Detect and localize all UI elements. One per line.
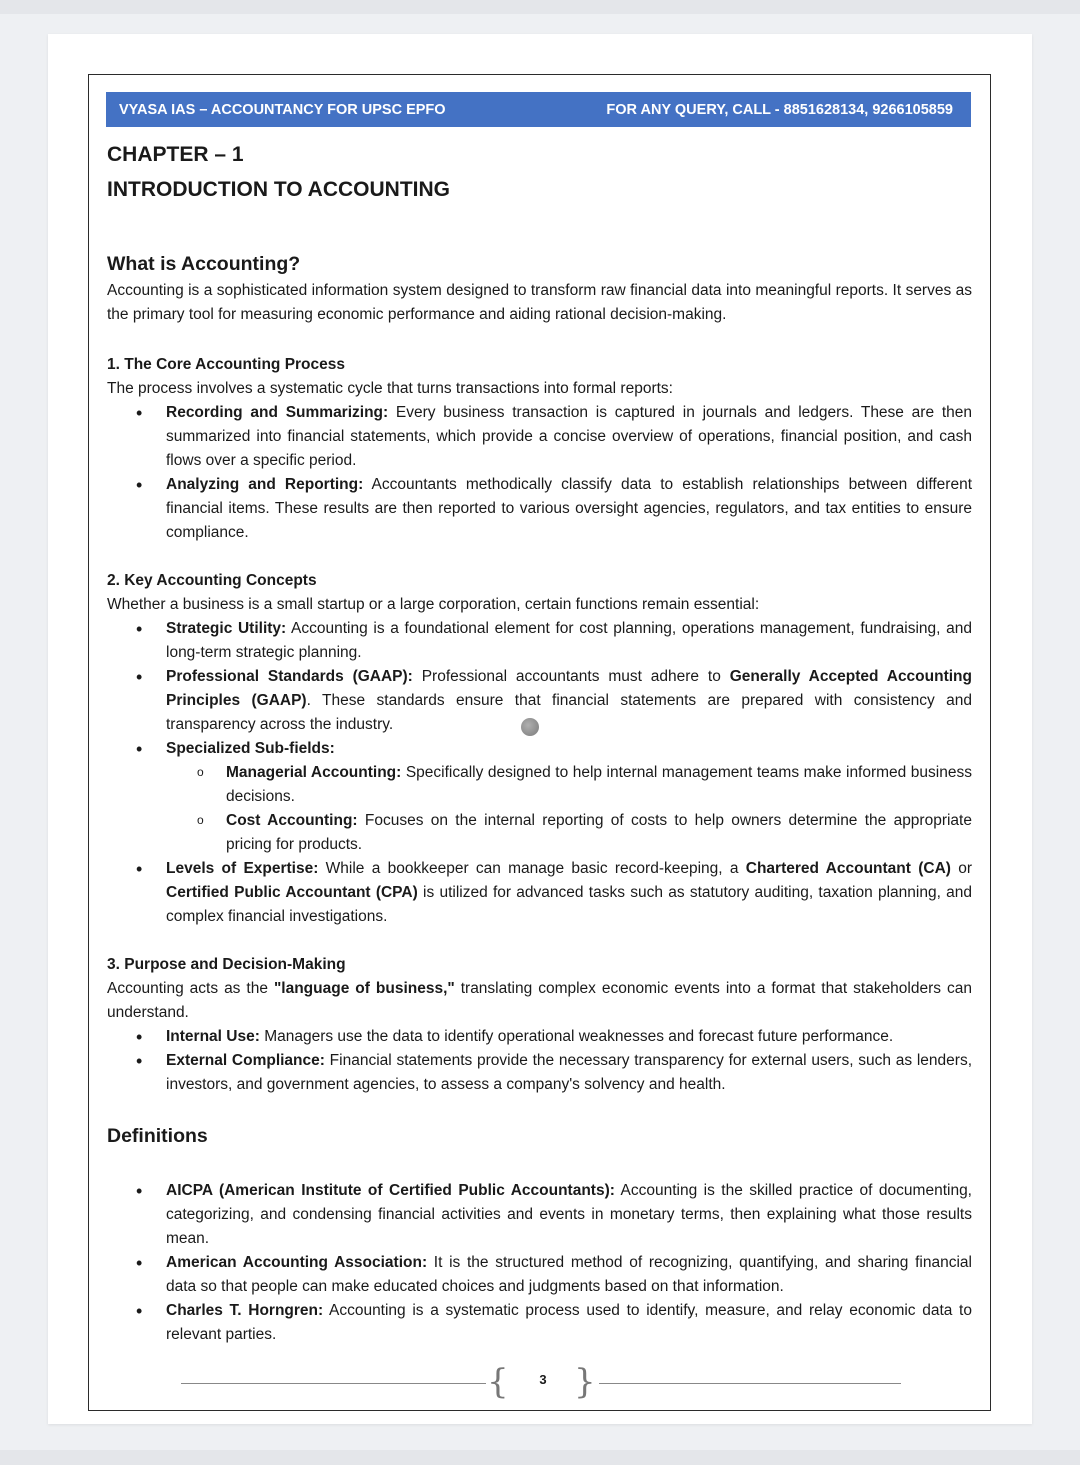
definitions-heading: Definitions xyxy=(107,1125,208,1147)
sub-list-item xyxy=(107,761,972,809)
list-item xyxy=(107,1049,972,1097)
item-label: Internal Use: xyxy=(166,1028,260,1045)
list-item xyxy=(107,1299,972,1347)
item-label: Professional Standards (GAAP): xyxy=(166,668,413,685)
item-label: Cost Accounting: xyxy=(226,812,358,829)
list-item xyxy=(107,401,972,473)
page-content xyxy=(107,137,972,1347)
list-item xyxy=(107,1251,972,1299)
item-text: Accounting is a foundational element for cost planning, operations management, fundraising, and long-term strategic planning. xyxy=(166,620,972,661)
item-emphasis: Generally Accepted Accounting Principles (GAAP) xyxy=(166,668,972,709)
section3-lead xyxy=(107,977,972,1025)
item-text: Accounting is the skilled practice of documenting, categorizing, and condensing financial activities and events in monetary terms, then explaining what those results mean. xyxy=(166,1182,972,1247)
item-text: Accounting is a systematic process used to identify, measure, and relay economic data to relevant parties. xyxy=(166,1302,972,1343)
viewer-top-strip xyxy=(0,0,1080,14)
item-text: Managers use the data to identify operational weaknesses and forecast future performance. xyxy=(259,1028,894,1045)
list-item xyxy=(107,1025,972,1049)
chapter-number: CHAPTER – 1 xyxy=(107,143,244,166)
item-label: External Compliance: xyxy=(166,1052,325,1069)
lead-text: Accounting acts as the xyxy=(107,980,274,997)
definitions-list xyxy=(107,1179,972,1347)
section2-list xyxy=(107,617,972,929)
intro-paragraph: Accounting is a sophisticated information system designed to transform raw financial data into meaningful reports. It serves as the primary tool for measuring economic performance and aiding rational decision-making. xyxy=(107,282,972,323)
section2-heading: 2. Key Accounting Concepts xyxy=(107,572,317,589)
header-left-title: VYASA IAS – ACCOUNTANCY FOR UPSC EPFO xyxy=(119,101,446,118)
footer-right-brace: } xyxy=(574,1362,596,1402)
document-page xyxy=(48,34,1032,1424)
item-text: While a bookkeeper can manage basic record-keeping, a xyxy=(318,860,746,877)
cursor-dot-icon xyxy=(521,718,539,736)
item-text: Accountants methodically classify data to establish relationships between different financial items. These results are then reported to various oversight agencies, regulators, and tax entities to ensure compliance. xyxy=(166,476,972,541)
item-text: It is the structured method of recognizing, quantifying, and sharing financial data so that people can make educated choices and judgments based on that information. xyxy=(166,1254,972,1295)
footer-left-brace: { xyxy=(487,1362,509,1402)
item-label: Analyzing and Reporting: xyxy=(166,476,364,493)
item-text: or xyxy=(950,860,972,877)
page-footer xyxy=(181,1362,901,1402)
lead-emphasis: "language of business," xyxy=(273,980,455,997)
sub-list-item xyxy=(107,809,972,857)
footer-rule-right xyxy=(599,1383,901,1384)
intro-heading: What is Accounting? xyxy=(107,253,301,275)
item-label: Levels of Expertise: xyxy=(166,860,319,877)
item-emphasis: Chartered Accountant (CA) xyxy=(745,860,951,877)
page-header-bar xyxy=(106,92,971,127)
section1-list xyxy=(107,401,972,545)
item-label: Specialized Sub-fields: xyxy=(166,740,335,757)
item-text: is utilized for advanced tasks such as statutory auditing, taxation planning, and complex financial investigations. xyxy=(166,884,972,925)
header-right-contact: FOR ANY QUERY, CALL - 8851628134, 9266105859 xyxy=(606,101,953,118)
list-item xyxy=(107,665,972,737)
section1-lead: The process involves a systematic cycle that turns transactions into formal reports: xyxy=(107,380,673,397)
item-label: Charles T. Horngren: xyxy=(166,1302,324,1319)
list-item xyxy=(107,737,972,761)
item-label: AICPA (American Institute of Certified Public Accountants): xyxy=(166,1182,615,1199)
list-item xyxy=(107,857,972,929)
section2-lead: Whether a business is a small startup or a large corporation, certain functions remain essential: xyxy=(107,596,760,613)
item-emphasis: Certified Public Accountant (CPA) xyxy=(166,884,418,901)
item-text: . These standards ensure that financial statements are prepared with consistency and transparency across the industry. xyxy=(166,692,973,733)
list-item xyxy=(107,1179,972,1251)
item-label: Recording and Summarizing: xyxy=(166,404,389,421)
item-label: Strategic Utility: xyxy=(166,620,287,637)
item-label: American Accounting Association: xyxy=(166,1254,428,1271)
item-text: Every business transaction is captured in journals and ledgers. These are then summarized into financial statements, which provide a concise overview of operations, financial position, and cash flows over a specific period. xyxy=(166,404,972,469)
item-label: Managerial Accounting: xyxy=(226,764,402,781)
item-text: Focuses on the internal reporting of costs to help owners determine the appropriate pricing for products. xyxy=(226,812,972,853)
lead-text: translating complex economic events into a format that stakeholders can understand. xyxy=(107,980,972,1021)
viewer-bottom-strip xyxy=(0,1450,1080,1465)
item-text: Professional accountants must adhere to xyxy=(412,668,730,685)
list-item xyxy=(107,617,972,665)
section3-list xyxy=(107,1025,972,1097)
section1-heading: 1. The Core Accounting Process xyxy=(107,356,346,373)
chapter-title: INTRODUCTION TO ACCOUNTING xyxy=(107,178,450,201)
page-number: 3 xyxy=(539,1372,547,1387)
item-text: Specifically designed to help internal management teams make informed business decisions. xyxy=(226,764,972,805)
item-text: Financial statements provide the necessary transparency for external users, such as lenders, investors, and government agencies, to assess a company's solvency and health. xyxy=(166,1052,973,1093)
section3-heading: 3. Purpose and Decision-Making xyxy=(107,956,346,973)
list-item xyxy=(107,473,972,545)
footer-rule-left xyxy=(181,1383,486,1384)
